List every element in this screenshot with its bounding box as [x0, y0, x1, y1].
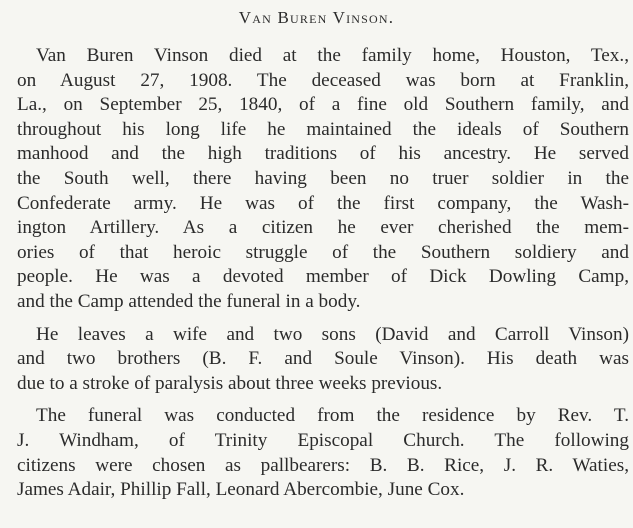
- paragraph-2: [17, 323, 629, 397]
- paragraph-3: [17, 404, 629, 502]
- text-line: ories of that heroic struggle of the Southern soldiery and: [17, 241, 629, 263]
- text-line: citizens were chosen as pallbearers: B. B. Rice, J. R. Waties,: [17, 454, 629, 476]
- text-line: and the Camp attended the funeral in a body.: [17, 290, 361, 312]
- text-line: James Adair, Phillip Fall, Leonard Abercombie, June Cox.: [17, 479, 465, 501]
- text-line: Confederate army. He was of the first company, the Wash-: [17, 192, 629, 214]
- text-line: La., on September 25, 1840, of a fine old Southern family, and: [17, 94, 629, 116]
- text-line: Van Buren Vinson died at the family home, Houston, Tex.,: [36, 45, 629, 66]
- text-line: and two brothers (B. F. and Soule Vinson). His death was: [17, 348, 629, 370]
- text-line: ington Artillery. As a citizen he ever cherished the mem-: [17, 217, 629, 239]
- text-line: on August 27, 1908. The deceased was born at Franklin,: [17, 69, 629, 91]
- paragraph-spacer: [17, 396, 629, 404]
- text-line: the South well, there having been no truer soldier in the: [17, 167, 629, 189]
- text-line: due to a stroke of paralysis about three weeks previous.: [17, 372, 443, 394]
- text-line: manhood and the high traditions of his ancestry. He served: [17, 143, 629, 165]
- text-line: He leaves a wife and two sons (David and Carroll Vinson): [36, 323, 629, 345]
- obituary-heading: Van Buren Vinson.: [238, 8, 395, 27]
- paragraph-spacer: [17, 315, 629, 323]
- text-line: people. He was a devoted member of Dick Dowling Camp,: [17, 266, 629, 288]
- paragraph-1: [17, 44, 629, 315]
- obituary-body: [17, 44, 629, 503]
- text-line: The funeral was conducted from the residence by Rev. T.: [36, 405, 629, 427]
- text-line: throughout his long life he maintained the ideals of Southern: [17, 118, 629, 140]
- text-line: J. Windham, of Trinity Episcopal Church. The following: [17, 429, 629, 451]
